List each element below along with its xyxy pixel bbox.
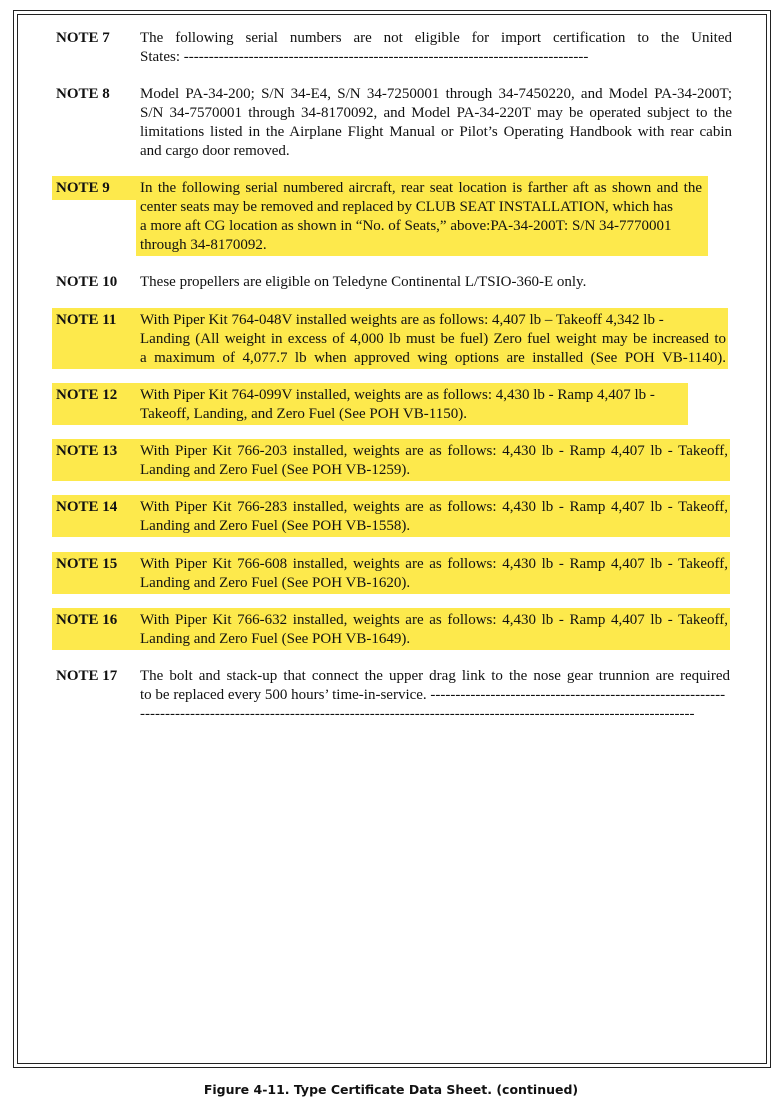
note-body [140,611,728,649]
note-body [140,273,732,292]
note-line: With Piper Kit 766-203 installed, weights are as follows: 4,430 lb - Ramp 4,407 lb - Takeoff, [140,443,728,459]
note-line: With Piper Kit 766-632 installed, weights are as follows: 4,430 lb - Ramp 4,407 lb - Takeoff, [140,612,728,628]
note-label: NOTE 12 [56,387,118,403]
note-line: Landing and Zero Fuel (See POH VB-1558). [140,518,411,534]
note-line: With Piper Kit 764-048V installed weights are as follows: 4,407 lb – Takeoff 4,342 lb - [140,312,664,328]
note-line: Takeoff, Landing, and Zero Fuel (See POH VB-1150). [140,406,467,422]
note-label: NOTE 17 [56,668,118,684]
note-body [140,498,728,536]
note-label: NOTE 8 [56,86,110,102]
note-body [140,85,732,161]
note-line: S/N 34-7570001 through 34-8170092, and Model PA-34-220T may be operated subject to the [140,105,732,121]
note-line: Landing and Zero Fuel (See POH VB-1649). [140,631,411,647]
note-line: In the following serial numbered aircraft, rear seat location is farther aft as shown and the [140,180,702,196]
page-border [13,10,771,1068]
note-line: With Piper Kit 766-283 installed, weights are as follows: 4,430 lb - Ramp 4,407 lb - Takeoff, [140,499,728,515]
note-line: through 34-8170092. [140,237,267,253]
figure-caption: Figure 4-11. Type Certificate Data Sheet. (continued) [203,1082,579,1097]
note-body [140,386,686,424]
note-line: The following serial numbers are not eligible for import certification to the United [140,30,732,46]
note-body [140,555,728,593]
note-line: a maximum of 4,077.7 lb when approved wing options are installed (See POH VB-1140). [140,350,726,366]
note-line: and cargo door removed. [140,143,290,159]
note-line: to be replaced every 500 hours’ time-in-service. ----------------------------------------------------------- [140,687,726,703]
note-line: limitations listed in the Airplane Flight Manual or Pilot’s Operating Handbook with rear cabin [140,124,732,140]
note-label: NOTE 10 [56,274,118,290]
note-line: Model PA-34-200; S/N 34-E4, S/N 34-7250001 through 34-7450220, and Model PA-34-200T; [140,86,732,102]
note-line: Landing and Zero Fuel (See POH VB-1620). [140,575,411,591]
note-line: With Piper Kit 766-608 installed, weights are as follows: 4,430 lb - Ramp 4,407 lb - Takeoff, [140,556,728,572]
note-line: States: --------------------------------------------------------------------------------- [140,49,589,65]
note-body [140,667,730,724]
note-line: center seats may be removed and replaced by CLUB SEAT INSTALLATION, which has [140,199,673,215]
note-line: The bolt and stack-up that connect the upper drag link to the nose gear trunnion are required [140,668,730,684]
note-label: NOTE 15 [56,556,118,572]
note-line: a more aft CG location as shown in “No. of Seats,” above:PA-34-200T: S/N 34-7770001 [140,218,672,234]
note-line: With Piper Kit 764-099V installed, weights are as follows: 4,430 lb - Ramp 4,407 lb - [140,387,655,403]
note-body [140,179,702,255]
note-label: NOTE 16 [56,612,118,628]
note-body [140,311,726,368]
note-label: NOTE 9 [56,180,110,196]
note-label: NOTE 11 [56,312,117,328]
note-line: These propellers are eligible on Teledyne Continental L/TSIO-360-E only. [140,274,587,290]
note-body [140,29,732,67]
note-label: NOTE 14 [56,499,118,515]
note-body [140,442,728,480]
note-label: NOTE 7 [56,30,110,46]
note-line: Landing and Zero Fuel (See POH VB-1259). [140,462,411,478]
note-line: --------------------------------------------------------------------------------------------------------------- [140,706,695,722]
page-inner-border [17,14,767,1064]
note-label: NOTE 13 [56,443,118,459]
note-line: Landing (All weight in excess of 4,000 lb must be fuel) Zero fuel weight may be increased to [140,331,726,347]
